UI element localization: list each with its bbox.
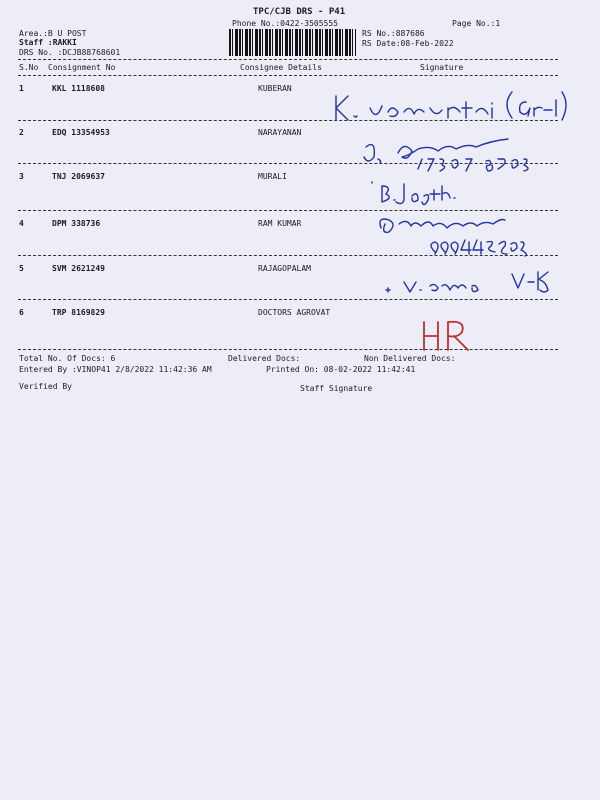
row-sno: 6 xyxy=(19,308,24,317)
row-consignee: RAJAGOPALAM xyxy=(258,264,311,273)
row-consignee: DOCTORS AGROVAT xyxy=(258,308,331,317)
signature-row-5 xyxy=(380,268,560,298)
barcode-image xyxy=(229,29,356,56)
column-header-sno: S.No xyxy=(19,63,39,72)
row-consignment: DPM 338736 xyxy=(52,219,101,228)
row-consignment: TNJ 2069637 xyxy=(52,172,105,181)
row-sno: 2 xyxy=(19,128,24,137)
divider xyxy=(18,75,558,76)
rs-number: RS No.:887686 xyxy=(362,29,425,38)
column-header-signature: Signature xyxy=(420,63,464,72)
row-sno: 1 xyxy=(19,84,24,93)
divider xyxy=(18,299,558,300)
area-label: Area.:B U POST xyxy=(19,29,87,38)
page-number: Page No.:1 xyxy=(452,19,501,28)
row-consignee: MURALI xyxy=(258,172,287,181)
row-sno: 4 xyxy=(19,219,24,228)
row-consignment: KKL 1118608 xyxy=(52,84,105,93)
row-consignee: NARAYANAN xyxy=(258,128,302,137)
staff-signature-label: Staff Signature xyxy=(300,384,373,393)
column-header-consignment: Consignment No xyxy=(48,63,116,72)
row-consignment: TRP 8169829 xyxy=(52,308,105,317)
divider xyxy=(18,59,558,60)
rs-date: RS Date:08-Feb-2022 xyxy=(362,39,454,48)
signature-row-3 xyxy=(368,178,458,208)
signature-row-6 xyxy=(418,318,478,354)
row-consignment: EDQ 13354953 xyxy=(52,128,110,137)
signature-row-1 xyxy=(330,86,570,126)
printed-on: Printed On: 08-02-2022 11:42:41 xyxy=(266,365,416,374)
drs-number: DRS No. :DCJB88768601 xyxy=(19,48,121,57)
row-consignee: RAM KUMAR xyxy=(258,219,302,228)
verified-by: Verified By xyxy=(19,382,72,391)
phone-number: Phone No.:0422-3505555 xyxy=(232,19,338,28)
total-docs: Total No. Of Docs: 6 xyxy=(19,354,116,363)
row-consignment: SVM 2621249 xyxy=(52,264,105,273)
sheet-title: TPC/CJB DRS - P41 xyxy=(253,7,346,17)
staff-label: Staff :RAKKI xyxy=(19,38,77,47)
row-sno: 3 xyxy=(19,172,24,181)
row-consignee: KUBERAN xyxy=(258,84,292,93)
row-sno: 5 xyxy=(19,264,24,273)
column-header-consignee: Consignee Details xyxy=(240,63,322,72)
signature-row-4 xyxy=(375,210,555,260)
delivered-docs: Delivered Docs: xyxy=(228,354,301,363)
non-delivered-docs: Non Delivered Docs: xyxy=(364,354,456,363)
signature-row-2 xyxy=(358,135,558,177)
entered-by: Entered By :VINOP41 2/8/2022 11:42:36 AM xyxy=(19,365,212,374)
